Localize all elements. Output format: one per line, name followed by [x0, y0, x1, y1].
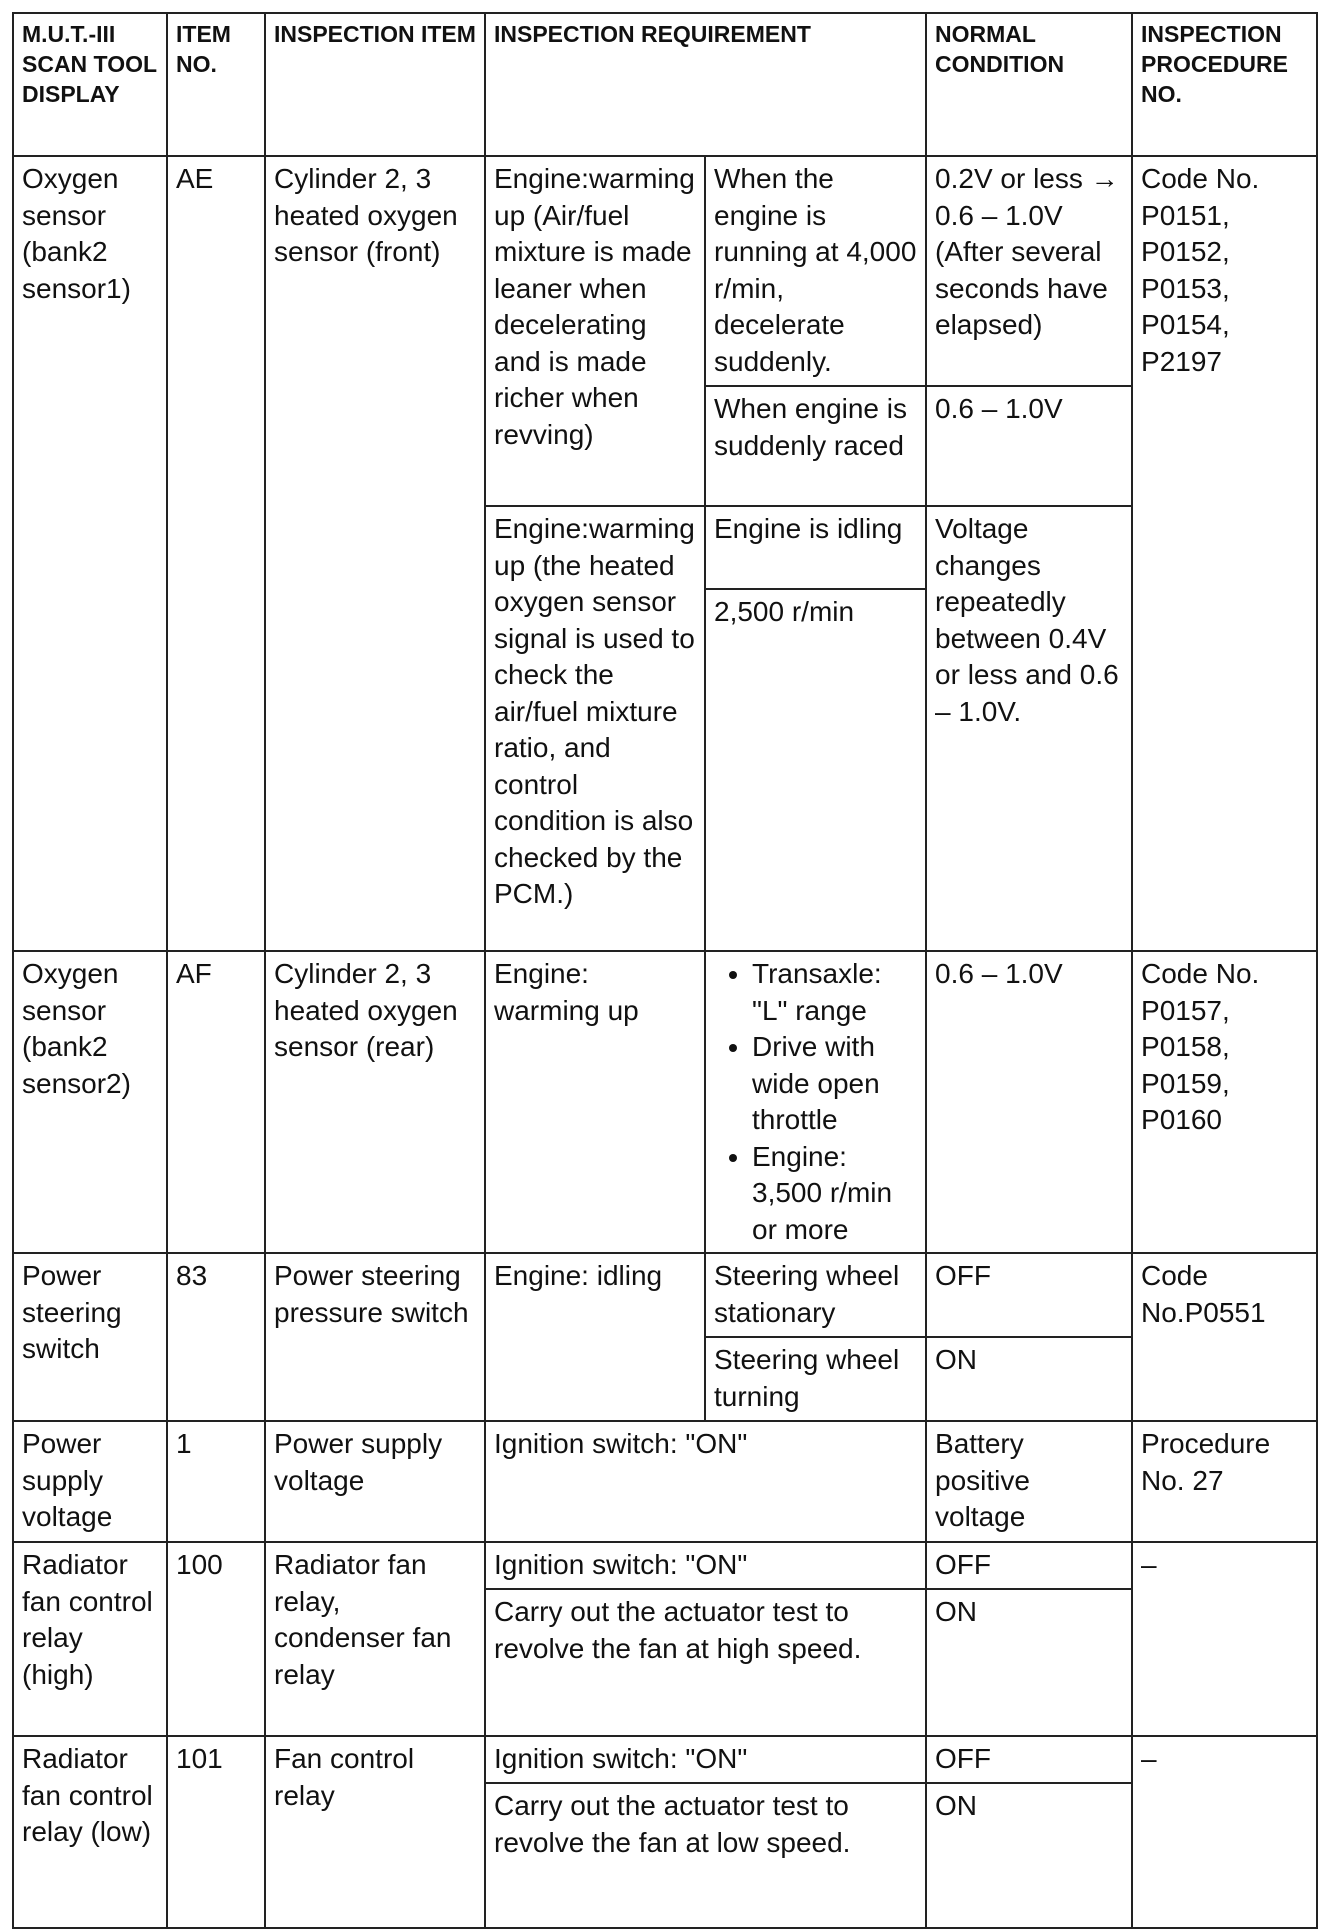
r1-display: Power supply voltage — [13, 1421, 167, 1542]
r101-inspection-item: Fan control relay — [265, 1736, 485, 1928]
r83-condition-2: Steering wheel turning — [705, 1337, 926, 1421]
header-row — [13, 13, 1317, 156]
r83-normal-2: ON — [926, 1337, 1132, 1421]
r101-display: Radiator fan control relay (low) — [13, 1736, 167, 1928]
r83-inspection-item: Power steering pressure switch — [265, 1253, 485, 1421]
r100-item-no: 100 — [167, 1542, 265, 1736]
r1-inspection-item: Power supply voltage — [265, 1421, 485, 1542]
r100-display: Radiator fan control relay (high) — [13, 1542, 167, 1736]
ae-condition-b1: Engine is idling — [705, 506, 926, 589]
ae-normal-a1: 0.2V or less → 0.6 – 1.0V (After several seconds have elapsed) — [926, 156, 1132, 386]
r101-requirement-1: Ignition switch: "ON" — [485, 1736, 926, 1783]
af-requirement: Engine: warming up — [485, 951, 705, 1253]
r1-normal: Battery positive voltage — [926, 1421, 1132, 1542]
table-row-ae — [13, 156, 1317, 386]
header-inspection-requirement: INSPECTION REQUIREMENT — [485, 13, 926, 156]
r101-requirement-2: Carry out the actuator test to revolve the fan at low speed. — [485, 1783, 926, 1928]
r83-display: Power steering switch — [13, 1253, 167, 1421]
r83-requirement: Engine: idling — [485, 1253, 705, 1421]
af-display: Oxygen sensor (bank2 sensor2) — [13, 951, 167, 1253]
ae-normal-a2: 0.6 – 1.0V — [926, 386, 1132, 506]
ae-item-no: AE — [167, 156, 265, 951]
inspection-table — [12, 12, 1318, 1929]
table-row-af — [13, 951, 1317, 1253]
table-row-1 — [13, 1421, 1317, 1542]
ae-procedure: Code No. P0151, P0152, P0153, P0154, P2197 — [1132, 156, 1317, 951]
ae-inspection-item: Cylinder 2, 3 heated oxygen sensor (front) — [265, 156, 485, 951]
r1-requirement: Ignition switch: "ON" — [485, 1421, 926, 1542]
r83-procedure: Code No.P0551 — [1132, 1253, 1317, 1421]
r100-requirement-1: Ignition switch: "ON" — [485, 1542, 926, 1589]
r100-inspection-item: Radiator fan relay, condenser fan relay — [265, 1542, 485, 1736]
r100-normal-2: ON — [926, 1589, 1132, 1736]
af-conditions — [705, 951, 926, 1253]
r1-item-no: 1 — [167, 1421, 265, 1542]
r1-procedure: Procedure No. 27 — [1132, 1421, 1317, 1542]
ae-requirement-b: Engine:warming up (the heated oxygen sensor signal is used to check the air/fuel mixture ratio, and control condition is also checked by the PCM.) — [485, 506, 705, 951]
r100-requirement-2: Carry out the actuator test to revolve the fan at high speed. — [485, 1589, 926, 1736]
r100-normal-1: OFF — [926, 1542, 1132, 1589]
list-item: • Drive with wide open throttle — [752, 1029, 917, 1139]
list-item: • Transaxle: "L" range — [752, 956, 917, 1029]
r101-item-no: 101 — [167, 1736, 265, 1928]
r83-normal-1: OFF — [926, 1253, 1132, 1337]
ae-condition-a2: When engine is suddenly raced — [705, 386, 926, 506]
r100-procedure: – — [1132, 1542, 1317, 1736]
ae-condition-b2: 2,500 r/min — [705, 589, 926, 951]
r83-item-no: 83 — [167, 1253, 265, 1421]
table-row-101 — [13, 1736, 1317, 1783]
r101-normal-1: OFF — [926, 1736, 1132, 1783]
af-condition-list — [714, 956, 917, 1248]
table-row-100 — [13, 1542, 1317, 1589]
af-procedure: Code No. P0157, P0158, P0159, P0160 — [1132, 951, 1317, 1253]
ae-condition-a1: When the engine is running at 4,000 r/min, decelerate suddenly. — [705, 156, 926, 386]
header-procedure-no: INSPECTION PROCEDURE NO. — [1132, 13, 1317, 156]
r101-normal-2: ON — [926, 1783, 1132, 1928]
af-item-no: AF — [167, 951, 265, 1253]
table-row-83 — [13, 1253, 1317, 1337]
header-item-no: ITEM NO. — [167, 13, 265, 156]
r83-condition-1: Steering wheel stationary — [705, 1253, 926, 1337]
header-inspection-item: INSPECTION ITEM — [265, 13, 485, 156]
r101-procedure: – — [1132, 1736, 1317, 1928]
header-scan-tool-display: M.U.T.-III SCAN TOOL DISPLAY — [13, 13, 167, 156]
af-inspection-item: Cylinder 2, 3 heated oxygen sensor (rear) — [265, 951, 485, 1253]
list-item: • Engine: 3,500 r/min or more — [752, 1139, 917, 1249]
ae-normal-b: Voltage changes repeatedly between 0.4V or less and 0.6 – 1.0V. — [926, 506, 1132, 951]
header-normal-condition: NORMAL CONDITION — [926, 13, 1132, 156]
af-normal: 0.6 – 1.0V — [926, 951, 1132, 1253]
ae-display: Oxygen sensor (bank2 sensor1) — [13, 156, 167, 951]
ae-requirement-a: Engine:warming up (Air/fuel mixture is made leaner when decelerating and is made richer when revving) — [485, 156, 705, 506]
